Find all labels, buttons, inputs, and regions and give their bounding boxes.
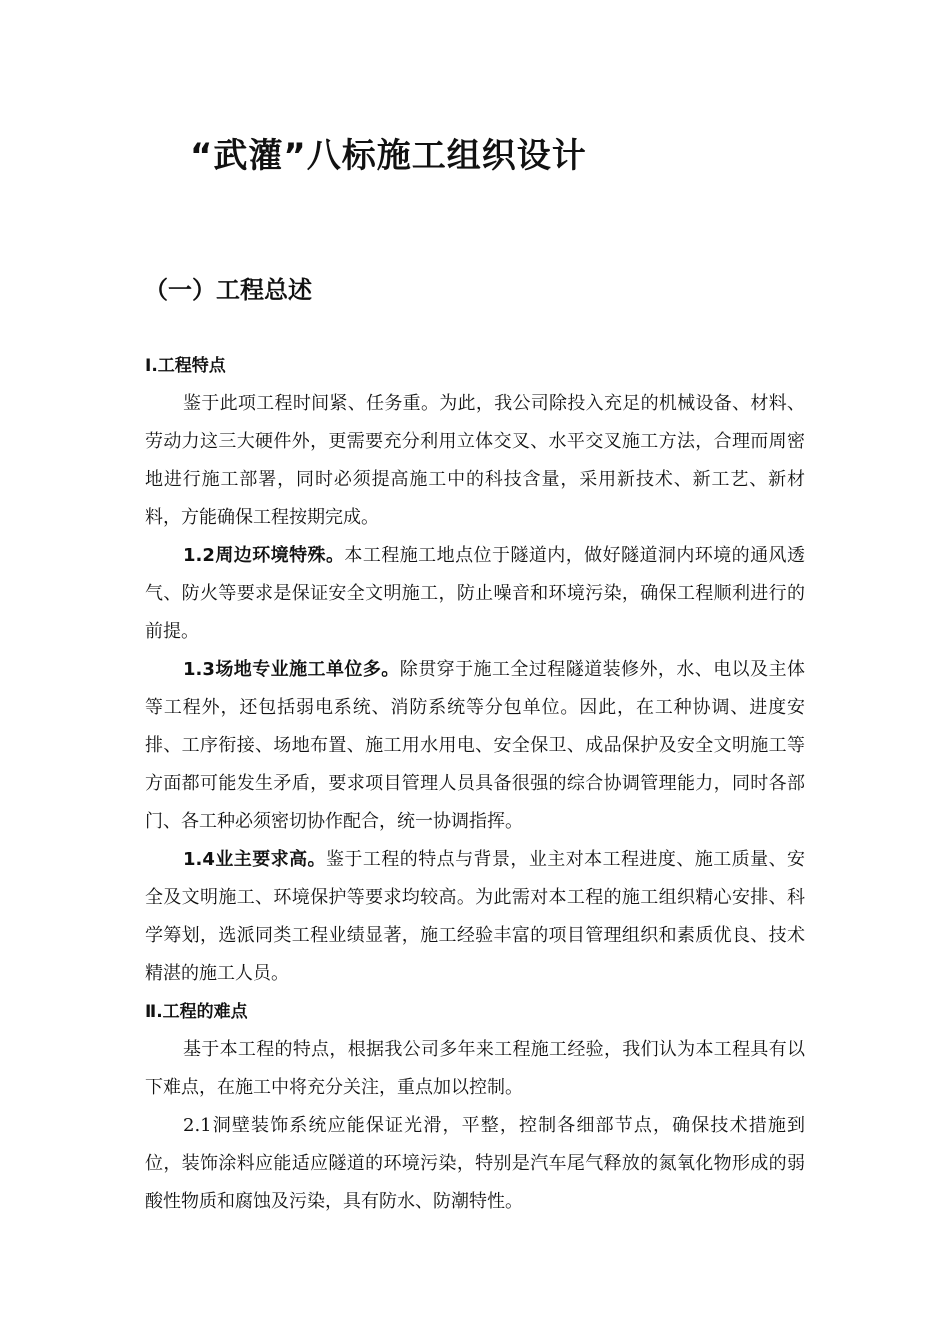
subheading-project-difficulties: Ⅱ.工程的难点	[145, 1002, 248, 1022]
paragraph-1-4	[145, 841, 805, 993]
paragraph-difficulties-intro: 基于本工程的特点，根据我公司多年来工程施工经验，我们认为本工程具有以下难点，在施工中将充分关注，重点加以控制。	[145, 1039, 805, 1098]
item-1-2-lead: 1.2周边环境特殊。	[183, 545, 345, 566]
document-title: “武灌”八标施工组织设计	[190, 136, 587, 176]
item-1-2-text: 本工程施工地点位于隧道内，做好隧道洞内环境的通风透气、防火等要求是保证安全文明施工，防止噪音和环境污染，确保工程顺利进行的前提。	[145, 545, 806, 642]
item-1-4-lead: 1.4业主要求高。	[183, 849, 326, 870]
subheading-project-features: Ⅰ.工程特点	[145, 356, 226, 376]
item-1-3-lead: 1.3场地专业施工单位多。	[183, 659, 400, 680]
paragraph-1-3	[145, 651, 805, 841]
section-heading: （一）工程总述	[144, 276, 312, 304]
paragraph-2-1: 2.1洞壁装饰系统应能保证光滑，平整，控制各细部节点，确保技术措施到位，装饰涂料应能适应隧道的环境污染，特别是汽车尾气释放的氮氧化物形成的弱酸性物质和腐蚀及污染，具有防水、防潮特性。	[145, 1115, 805, 1212]
paragraph-intro: 鉴于此项工程时间紧、任务重。为此，我公司除投入充足的机械设备、材料、劳动力这三大硬件外，更需要充分利用立体交叉、水平交叉施工方法，合理而周密地进行施工部署，同时必须提高施工中的科技含量，采用新技术、新工艺、新材料，方能确保工程按期完成。	[145, 393, 805, 528]
document-body	[145, 347, 805, 1221]
item-1-3-text: 除贯穿于施工全过程隧道装修外，水、电以及主体等工程外，还包括弱电系统、消防系统等分包单位。因此，在工种协调、进度安排、工序衔接、场地布置、施工用水用电、安全保卫、成品保护及安全文明施工等方面都可能发生矛盾，要求项目管理人员具备很强的综合协调管理能力，同时各部门、各工种必须密切协作配合，统一协调指挥。	[145, 659, 806, 832]
paragraph-1-2	[145, 537, 805, 651]
item-1-4-text: 鉴于工程的特点与背景，业主对本工程进度、施工质量、安全及文明施工、环境保护等要求均较高。为此需对本工程的施工组织精心安排、科学筹划，选派同类工程业绩显著，施工经验丰富的项目管理组织和素质优良、技术精湛的施工人员。	[145, 849, 806, 984]
